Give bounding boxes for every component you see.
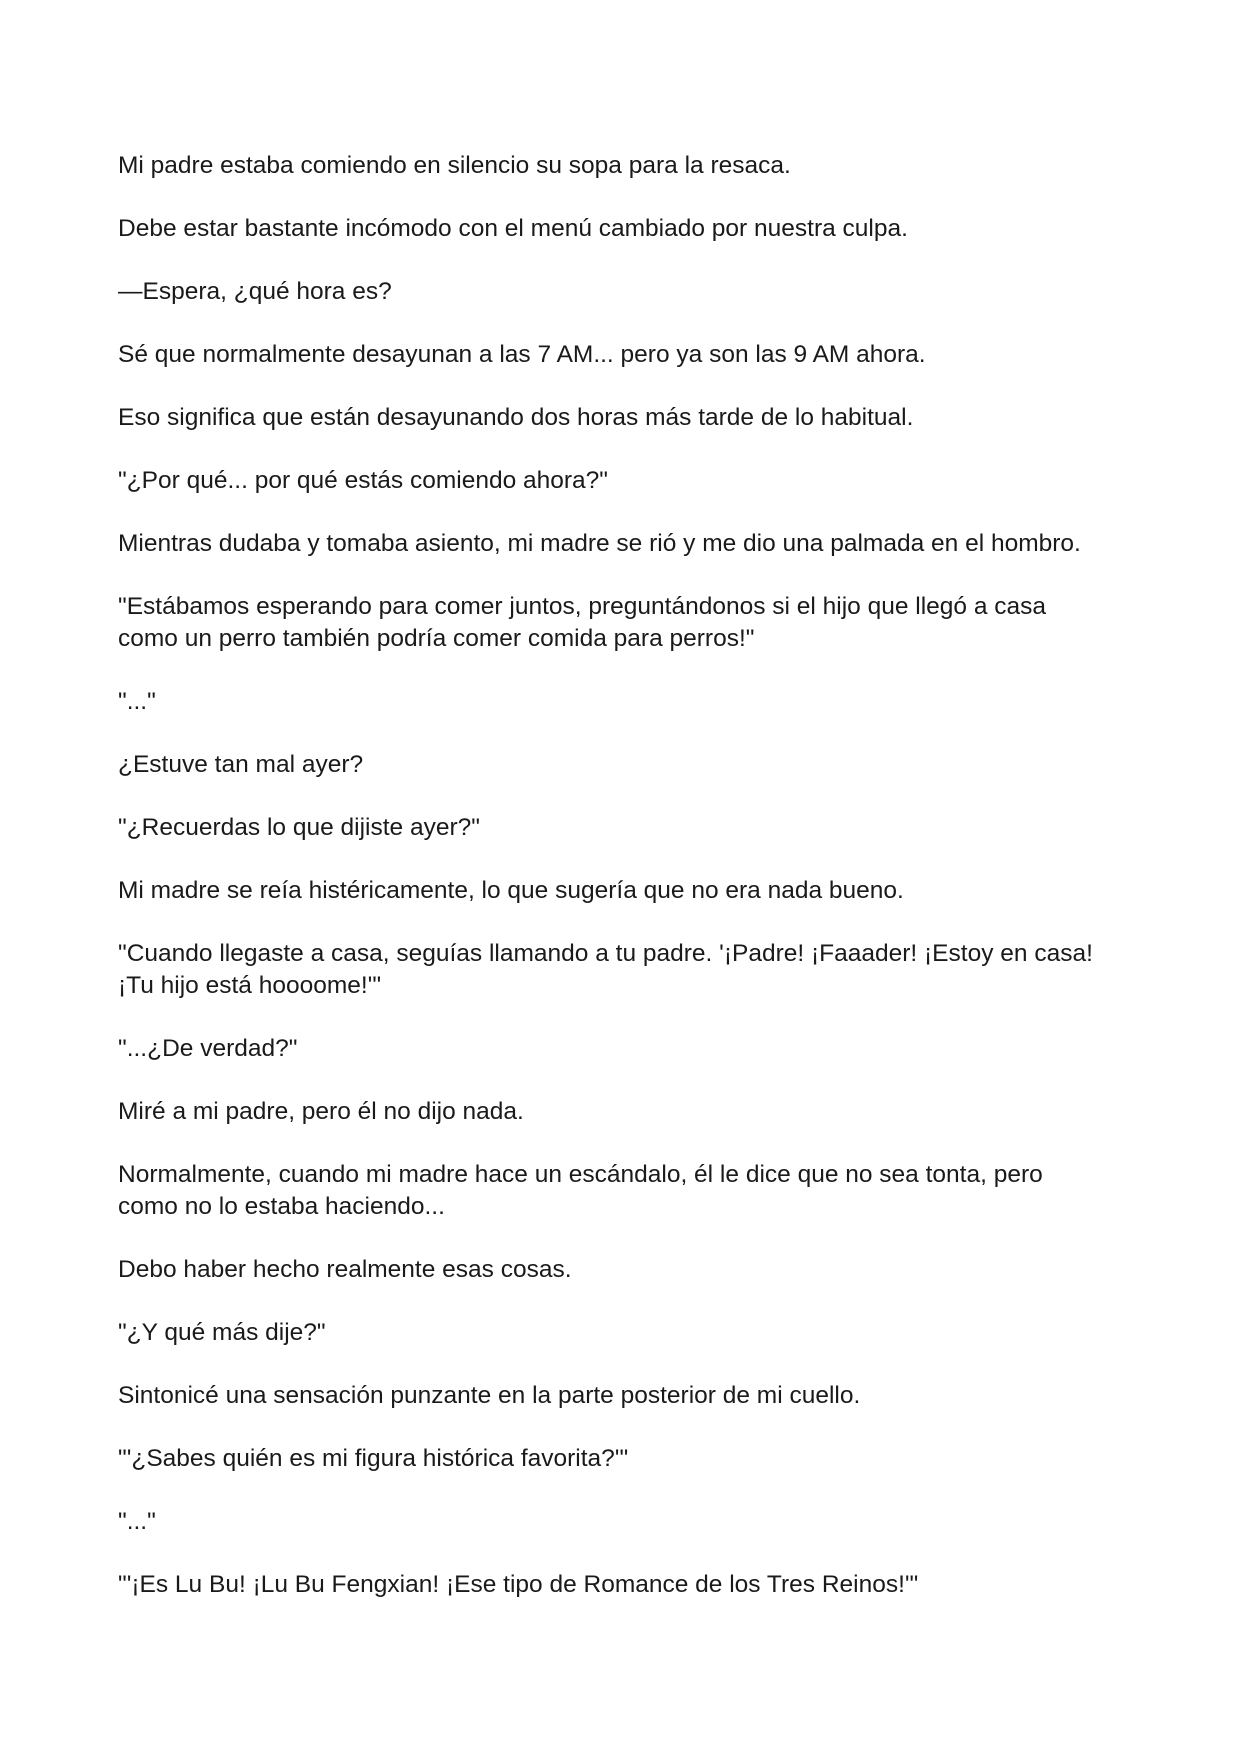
paragraph: Mi padre estaba comiendo en silencio su sopa para la resaca. <box>118 152 791 179</box>
paragraph: "...¿De verdad?" <box>118 1035 298 1062</box>
paragraph: ¿Estuve tan mal ayer? <box>118 751 364 778</box>
paragraph: "Estábamos esperando para comer juntos, preguntándonos si el hijo que llegó a casa como un perro también podría comer comida para perros!" <box>118 593 1047 652</box>
paragraph: Miré a mi padre, pero él no dijo nada. <box>118 1098 524 1125</box>
paragraph: Eso significa que están desayunando dos horas más tarde de lo habitual. <box>118 404 914 431</box>
paragraph: "Cuando llegaste a casa, seguías llamando a tu padre. '¡Padre! ¡Faaader! ¡Estoy en casa! ¡Tu hijo está hoooome!'" <box>118 940 1093 999</box>
paragraph: "¿Y qué más dije?" <box>118 1319 326 1346</box>
paragraph: Sintonicé una sensación punzante en la parte posterior de mi cuello. <box>118 1382 861 1409</box>
paragraph: —Espera, ¿qué hora es? <box>118 278 392 305</box>
paragraph: "..." <box>118 1508 156 1535</box>
paragraph: "¿Por qué... por qué estás comiendo ahora?" <box>118 467 608 494</box>
paragraph: Sé que normalmente desayunan a las 7 AM... pero ya son las 9 AM ahora. <box>118 341 926 368</box>
paragraph: "'¿Sabes quién es mi figura histórica favorita?'" <box>118 1445 629 1472</box>
paragraph: Mi madre se reía histéricamente, lo que sugería que no era nada bueno. <box>118 877 904 904</box>
paragraph: "'¡Es Lu Bu! ¡Lu Bu Fengxian! ¡Ese tipo de Romance de los Tres Reinos!'" <box>118 1571 919 1598</box>
document-body <box>118 150 1098 1632</box>
paragraph: Debe estar bastante incómodo con el menú cambiado por nuestra culpa. <box>118 215 908 242</box>
paragraph: Normalmente, cuando mi madre hace un escándalo, él le dice que no sea tonta, pero como no lo estaba haciendo... <box>118 1161 1043 1220</box>
paragraph: Debo haber hecho realmente esas cosas. <box>118 1256 572 1283</box>
paragraph: "¿Recuerdas lo que dijiste ayer?" <box>118 814 480 841</box>
paragraph: "..." <box>118 688 156 715</box>
paragraph: Mientras dudaba y tomaba asiento, mi madre se rió y me dio una palmada en el hombro. <box>118 530 1081 557</box>
